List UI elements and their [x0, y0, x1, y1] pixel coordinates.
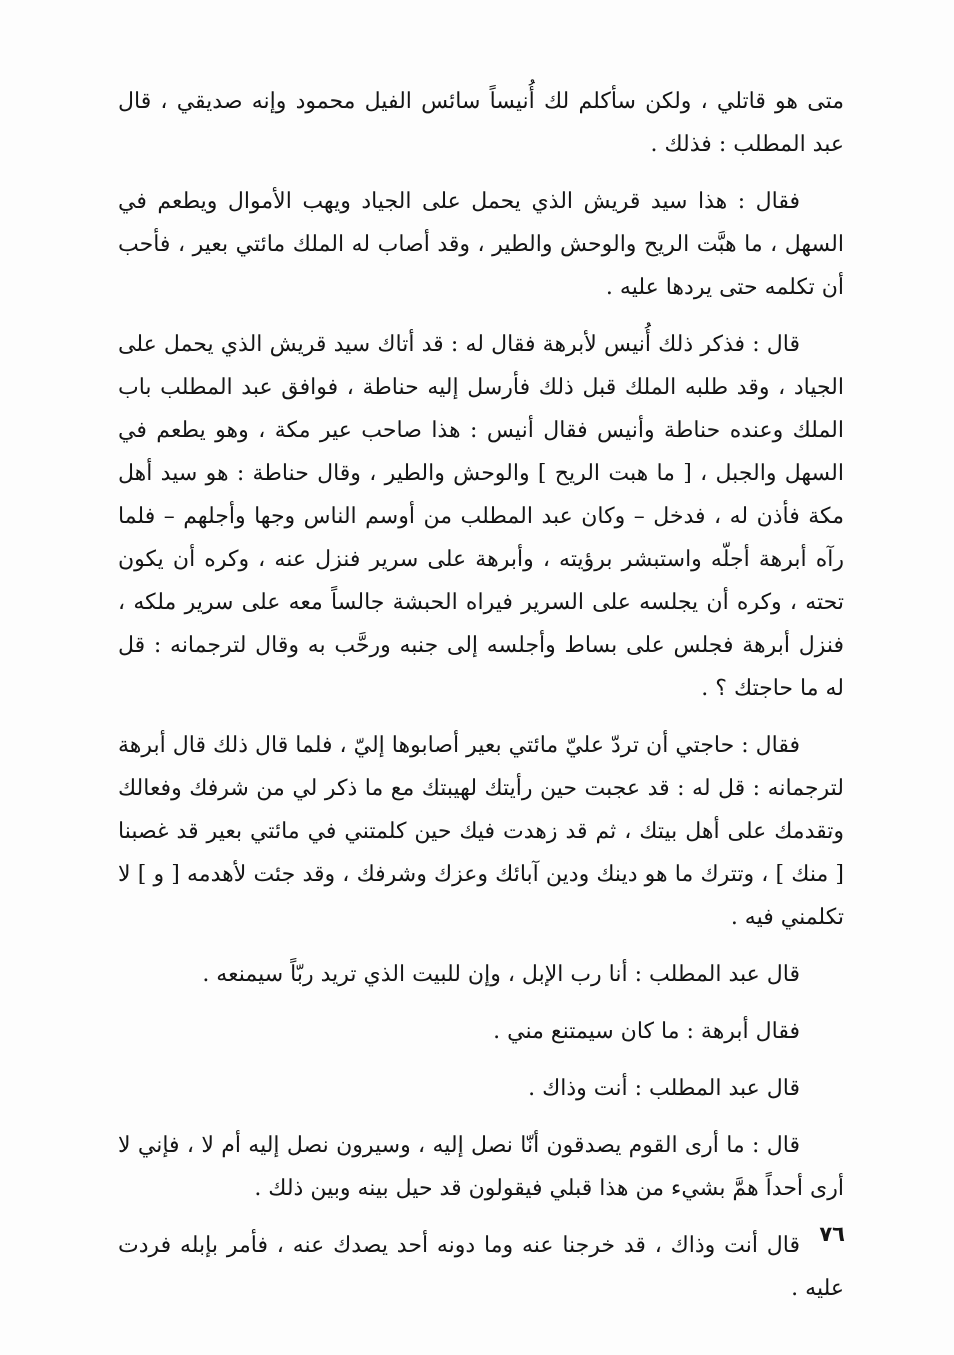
page-body-text: [118, 80, 844, 1324]
paragraph-6: فقال أبرهة : ما كان سيمتنع مني .: [493, 1019, 800, 1044]
paragraph-7: قال عبد المطلب : أنت وذاك .: [528, 1076, 800, 1101]
paragraph-2: فقال : هذا سيد قريش الذي يحمل على الجياد ويهب الأموال ويطعم في السهل ، ما هبَّت الريح والوحش والطير ، وقد أصاب له الملك مائتي بعير ، فأحب أن تكلمه حتى يردها عليه .: [118, 189, 844, 300]
paragraph-8: قال : ما أرى القوم يصدقون أنّا نصل إليه ، وسيرون نصل إليه أم لا ، فإني لا أرى أحداً همَّ بشيء من هذا قبلي فيقولون قد حيل بينه وبين ذلك .: [118, 1133, 844, 1201]
paragraph-3: قال : فذكر ذلك أُنيس لأبرهة فقال له : قد أتاك سيد قريش الذي يحمل على الجياد ، وقد طلبه الملك قبل ذلك فأرسل إليه حناطة ، فوافق عبد المطلب باب الملك وعنده حناطة وأنيس فقال أنيس : هذا صاحب عير مكة ، وهو يطعم في السهل والجبل ، [ ما هبت الريح ] والوحش والطير ، وقال حناطة : هو سيد أهل مكة فأذن له ، فدخل – وكان عبد المطلب من أوسم الناس وجها وأجلهم – فلما رآه أبرهة أجلّه واستبشر برؤيته ، وأبرهة على سرير فنزل عنه ، وكره أن يكون تحته ، وكره أن يجلسه على السرير فيراه الحبشة جالساً معه على سرير ملكه ، فنزل أبرهة فجلس على بساط وأجلسه إلى جنبه ورحَّب به وقال لترجمانه : قل له ما حاجتك ؟ .: [118, 332, 844, 701]
paragraph-5: قال عبد المطلب : أنا رب الإبل ، وإن للبيت الذي تريد ربّاً سيمنعه .: [202, 962, 800, 987]
paragraph-1: متى هو قاتلي ، ولكن سأكلم لك أُنيساً سائس الفيل محمود وإنه صديقي ، قال عبد المطلب : فذلك .: [118, 89, 844, 157]
paragraph-9: قال أنت وذاك ، قد خرجنا عنه وما دونه أحد يصدك عنه ، فأمر بإبله فردت عليه .: [118, 1233, 844, 1301]
page-number: ٧٦: [819, 1222, 845, 1246]
paragraph-4: فقال : حاجتي أن تردّ عليّ مائتي بعير أصابوها إليّ ، فلما قال ذلك قال أبرهة لترجمانه : قل له : قد عجبت حين رأيتك لهيبتك مع ما ذكر لي من شرفك وفعالك وتقدمك على أهل بيتك ، ثم قد زهدت فيك حين كلمتني في مائتي بعير قد غصبنا [ منك ] ، وتترك ما هو دينك ودين آبائك وعزك وشرفك ، وقد جئت لأهدمه [ و ] لا تكلمني فيه .: [118, 733, 844, 930]
